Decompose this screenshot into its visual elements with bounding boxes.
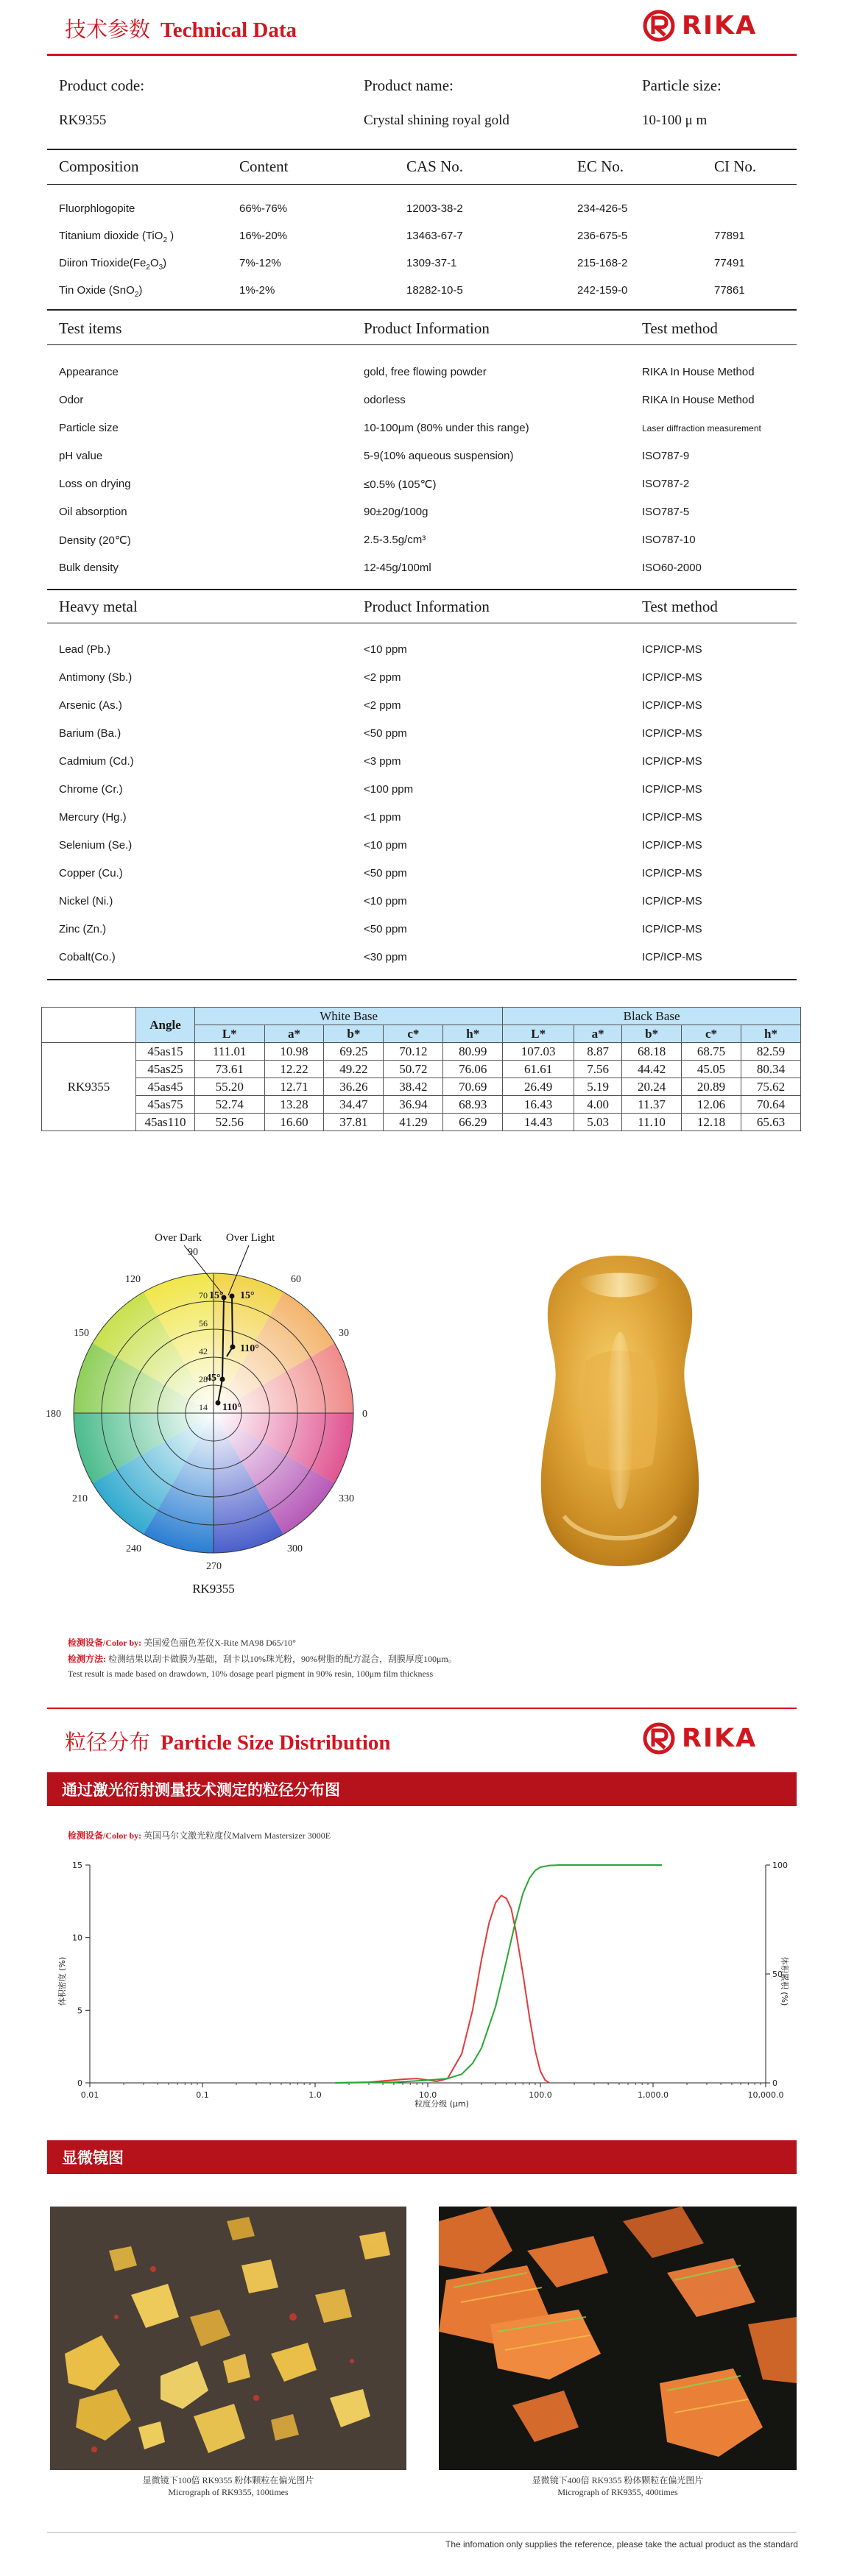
micrograph-100x-caption (50, 2474, 406, 2498)
angle-label: 60 (291, 1274, 301, 1285)
color-method-note: 检测方法: 检测结果以刮卡做膜为基础，刮卡以10%珠光粉，90%树脂的配方混合，刮膜厚度100μm。 (68, 1654, 457, 1664)
over-dark-label: Over Dark (155, 1232, 202, 1244)
value-cell: 20.24 (622, 1078, 682, 1096)
metal-method: ICP/ICP-MS (642, 643, 702, 656)
radial-label: 42 (199, 1346, 208, 1356)
data-point (230, 1345, 236, 1350)
psd-title (65, 1726, 391, 1756)
metal-method: ICP/ICP-MS (642, 867, 702, 880)
radial-label: 70 (199, 1290, 208, 1301)
metal-limit: <100 ppm (364, 783, 414, 796)
y2-tick-label: 0 (772, 2078, 777, 2088)
rika-logo-text: RIKA (682, 1724, 758, 1753)
test-method: ISO787-5 (642, 506, 690, 518)
test-info: 10-100μm (80% under this range) (364, 422, 529, 434)
heavy-metal-method-header: Test method (642, 598, 718, 615)
metal-name: Zinc (Zn.) (59, 923, 107, 935)
value-cell: 10.98 (264, 1043, 324, 1061)
metal-name: Nickel (Ni.) (59, 895, 113, 907)
psd-banner: 通过激光衍射测量技术测定的粒径分布图 (47, 1772, 797, 1806)
rika-logo (642, 1722, 757, 1755)
product-code-label: Product code: (59, 77, 145, 94)
metal-limit: <50 ppm (364, 923, 407, 935)
value-cell: 12.71 (264, 1078, 324, 1096)
value-cell: 16.43 (503, 1096, 574, 1114)
composition-ec: 242-159-0 (577, 284, 628, 297)
value-cell: 52.56 (195, 1114, 265, 1131)
heavy-metal-header: Heavy metal (59, 598, 138, 615)
test-items-top-rule (47, 309, 797, 311)
header-divider (47, 54, 797, 56)
angle-label: 90 (188, 1247, 198, 1258)
angle-label: 270 (206, 1561, 222, 1572)
psd-series (335, 1865, 662, 2083)
composition-ec: 236-675-5 (577, 230, 628, 242)
data-point (216, 1401, 221, 1406)
composition-content: 7%-12% (239, 257, 281, 269)
value-cell: 12.22 (264, 1061, 324, 1078)
composition-name: Diiron $Trioxide(Fe_2O_3)$ (59, 257, 167, 272)
x-tick-label: 0.01 (80, 2090, 99, 2100)
psd-ticks (72, 1861, 788, 2100)
data-point (230, 1294, 235, 1299)
value-cell: 26.49 (503, 1078, 574, 1096)
product-name-label: Product name: (364, 77, 454, 94)
composition-header-rule (47, 184, 797, 185)
value-cell: 80.34 (741, 1061, 801, 1078)
angle-label: 150 (74, 1328, 89, 1339)
col-header: c* (682, 1025, 741, 1043)
metal-name: Barium (Ba.) (59, 727, 121, 740)
value-cell: 65.63 (741, 1114, 801, 1131)
col-header: h* (443, 1025, 503, 1043)
caption-en: Micrograph of RK9355, 100times (168, 2487, 289, 2497)
test-info: ≤0.5% (105℃) (364, 478, 437, 491)
tech-data-title-en: Technical Data (161, 18, 297, 42)
value-cell: 69.25 (324, 1043, 384, 1061)
angle-cell: 45as75 (136, 1096, 195, 1114)
test-items-header-rule (47, 344, 797, 345)
metal-limit: <10 ppm (364, 839, 407, 852)
caption-en: Micrograph of RK9355, 400times (557, 2487, 678, 2497)
y-axis-label: 体积密度 (%) (57, 1956, 67, 2006)
footer-rule (47, 2532, 797, 2533)
gold-car-sample (535, 1251, 705, 1569)
value-cell: 12.18 (682, 1114, 741, 1131)
microscopy-banner: 显微镜图 (47, 2140, 797, 2174)
composition-ec: 234-426-5 (577, 202, 628, 215)
metal-name: Cadmium (Cd.) (59, 755, 134, 768)
value-cell: 11.10 (622, 1114, 682, 1131)
y-tick-label: 5 (77, 2006, 82, 2016)
product-name: Crystal shining royal gold (364, 113, 509, 128)
value-cell: 75.62 (741, 1078, 801, 1096)
col-header: a* (264, 1025, 324, 1043)
value-cell: 5.03 (574, 1114, 622, 1131)
test-info: 2.5-3.5g/cm³ (364, 534, 426, 546)
white-base-header: White Base (195, 1008, 503, 1025)
test-method: ISO787-9 (642, 450, 690, 462)
metal-name: Mercury (Hg.) (59, 811, 127, 824)
point-label: 15° (240, 1290, 255, 1301)
table-row (42, 1096, 801, 1114)
rika-logo (642, 9, 757, 43)
angle-label: 120 (125, 1274, 141, 1285)
metal-method: ICP/ICP-MS (642, 923, 702, 935)
angle-label: 300 (287, 1543, 303, 1554)
angle-label: 0 (362, 1409, 367, 1420)
ec-header: EC No. (577, 158, 624, 175)
composition-content: 16%-20% (239, 230, 288, 242)
caption-zh: 显微镜下100倍 RK9355 粉体颗粒在偏光图片 (142, 2475, 314, 2485)
value-cell: 4.00 (574, 1096, 622, 1114)
metal-limit: <30 ppm (364, 951, 407, 963)
test-items-header: Test items (59, 319, 122, 337)
metal-limit: <10 ppm (364, 895, 407, 907)
value-cell: 38.42 (384, 1078, 443, 1096)
color-method-note-en: Test result is made based on drawdown, 10% dosage pearl pigment in 90% resin, 100μm film thickness (68, 1669, 434, 1679)
test-item: Loss on drying (59, 478, 131, 490)
y-tick-label: 10 (72, 1933, 82, 1943)
particle-size-value: 10-100 μ m (642, 113, 708, 128)
metal-method: ICP/ICP-MS (642, 895, 702, 907)
rika-logo-icon (642, 1722, 676, 1755)
content-header: Content (239, 158, 289, 175)
value-cell: 50.72 (384, 1061, 443, 1078)
metal-limit: <2 ppm (364, 671, 401, 684)
composition-ci: 77891 (714, 230, 745, 242)
value-cell: 7.56 (574, 1061, 622, 1078)
metal-method: ICP/ICP-MS (642, 811, 702, 824)
value-cell: 11.37 (622, 1096, 682, 1114)
metal-method: ICP/ICP-MS (642, 839, 702, 852)
angle-cell: 45as25 (136, 1061, 195, 1078)
x-tick-label: 1,000.0 (638, 2090, 669, 2100)
heavy-metal-bottom-rule (47, 979, 797, 980)
composition-cas: 18282-10-5 (406, 284, 463, 297)
product-code: RK9355 (59, 113, 107, 128)
metal-method: ICP/ICP-MS (642, 783, 702, 796)
col-header: h* (741, 1025, 801, 1043)
rika-logo-icon (642, 9, 676, 43)
composition-name: Titanium dioxide (TiO$_2$ ) (59, 230, 174, 244)
y2-tick-label: 50 (772, 1970, 783, 1979)
density-curve (335, 1895, 549, 2083)
radial-label: 28 (199, 1374, 208, 1384)
value-cell: 20.89 (682, 1078, 741, 1096)
col-header: a* (574, 1025, 622, 1043)
value-cell: 12.06 (682, 1096, 741, 1114)
x-tick-label: 10,000.0 (747, 2090, 784, 2100)
cas-header: CAS No. (406, 158, 464, 175)
value-cell: 16.60 (264, 1114, 324, 1131)
rika-logo-text: RIKA (682, 11, 758, 40)
value-cell: 73.61 (195, 1061, 265, 1078)
value-cell: 49.22 (324, 1061, 384, 1078)
tech-data-title (65, 13, 297, 43)
composition-content: 1%-2% (239, 284, 275, 297)
test-item: pH value (59, 450, 103, 462)
value-cell: 37.81 (324, 1114, 384, 1131)
metal-name: Copper (Cu.) (59, 867, 123, 880)
composition-cas: 13463-67-7 (406, 230, 463, 242)
test-method: RIKA In House Method (642, 394, 755, 406)
composition-name: Fluorphlogopite (59, 202, 135, 215)
test-method: Laser diffraction measurement (642, 423, 761, 434)
value-cell: 80.99 (443, 1043, 503, 1061)
caption-zh: 显微镜下400倍 RK9355 粉体颗粒在偏光图片 (532, 2475, 704, 2485)
value-cell: 36.94 (384, 1096, 443, 1114)
metal-method: ICP/ICP-MS (642, 755, 702, 768)
micrograph-400x-caption (439, 2474, 797, 2498)
col-header: L* (195, 1025, 265, 1043)
color-wheel-diagram (29, 1207, 398, 1619)
test-item: Appearance (59, 366, 119, 378)
test-info: 5-9(10% aqueous suspension) (364, 450, 514, 462)
metal-method: ICP/ICP-MS (642, 671, 702, 684)
tech-data-title-zh: 技术参数 (65, 18, 151, 42)
composition-cas: 1309-37-1 (406, 257, 457, 269)
product-cell: RK9355 (42, 1043, 136, 1131)
value-cell: 82.59 (741, 1043, 801, 1061)
metal-method: ICP/ICP-MS (642, 951, 702, 963)
section-divider (47, 1708, 797, 1709)
x-tick-label: 1.0 (308, 2090, 322, 2100)
y-tick-label: 0 (77, 2078, 82, 2088)
particle-size-label: Particle size: (642, 77, 722, 94)
psd-axes (90, 1865, 766, 2083)
test-method: ISO60-2000 (642, 562, 702, 574)
angle-label: 330 (339, 1493, 354, 1504)
value-cell: 52.74 (195, 1096, 265, 1114)
radial-label: 14 (199, 1402, 208, 1412)
table-row (42, 1061, 801, 1078)
color-device-note: 检测设备/Color by: 美国爱色丽色差仪X-Rite MA98 D65/10° (68, 1638, 296, 1648)
composition-content: 66%-76% (239, 202, 288, 215)
y2-axis-label: 体积累积 (%) (780, 1956, 789, 2006)
test-item: Density (20℃) (59, 534, 131, 547)
point-label: 15° (209, 1290, 224, 1301)
micrograph-400x (439, 2207, 797, 2470)
angle-label: 180 (46, 1409, 61, 1420)
y2-tick-label: 100 (772, 1861, 788, 1870)
x-tick-label: 10.0 (418, 2090, 437, 2100)
value-cell: 70.12 (384, 1043, 443, 1061)
color-values-table (41, 1007, 801, 1131)
test-method-header: Test method (642, 319, 718, 337)
metal-limit: <50 ppm (364, 867, 407, 880)
footer-note: The infomation only supplies the reference, please take the actual product as the standard (445, 2539, 798, 2550)
wheel-caption: RK9355 (192, 1582, 235, 1596)
value-cell: 68.93 (443, 1096, 503, 1114)
test-item: Oil absorption (59, 506, 127, 518)
angle-label: 210 (72, 1493, 88, 1504)
angle-cell: 45as110 (136, 1114, 195, 1131)
point-label: 110° (240, 1343, 259, 1354)
metal-name: Selenium (Se.) (59, 839, 133, 852)
angle-cell: 45as45 (136, 1078, 195, 1096)
test-info: gold, free flowing powder (364, 366, 487, 378)
table-row (42, 1114, 801, 1131)
value-cell: 70.69 (443, 1078, 503, 1096)
radial-label: 56 (199, 1318, 208, 1328)
value-cell: 111.01 (195, 1043, 265, 1061)
col-header: b* (324, 1025, 384, 1043)
value-cell: 45.05 (682, 1061, 741, 1078)
value-cell: 14.43 (503, 1114, 574, 1131)
test-item: Particle size (59, 422, 119, 434)
heavy-metal-top-rule (47, 589, 797, 590)
x-axis-label: 粒度分级 (μm) (415, 2099, 469, 2109)
value-cell: 68.18 (622, 1043, 682, 1061)
test-method: ISO787-2 (642, 478, 690, 490)
psd-device-note: 检测设备/Color by: 英国马尔文激光粒度仪Malvern Mastersizer 3000E (68, 1830, 331, 1841)
micrograph-100x (50, 2207, 406, 2470)
value-cell: 44.42 (622, 1061, 682, 1078)
angle-label: 30 (339, 1328, 349, 1339)
heavy-metal-info-header: Product Information (364, 598, 490, 615)
value-cell: 8.87 (574, 1043, 622, 1061)
y-tick-label: 15 (72, 1861, 82, 1870)
metal-limit: <1 ppm (364, 811, 401, 824)
test-item: Odor (59, 394, 84, 406)
ci-header: CI No. (714, 158, 757, 175)
psd-chart (29, 1849, 810, 2114)
value-cell: 70.64 (741, 1096, 801, 1114)
composition-header: Composition (59, 158, 139, 175)
product-information-header: Product Information (364, 319, 490, 337)
metal-name: Chrome (Cr.) (59, 783, 123, 796)
test-method: RIKA In House Method (642, 366, 755, 378)
metal-name: Cobalt(Co.) (59, 951, 116, 963)
angle-cell: 45as15 (136, 1043, 195, 1061)
col-header: L* (503, 1025, 574, 1043)
black-base-header: Black Base (503, 1008, 801, 1025)
value-cell: 13.28 (264, 1096, 324, 1114)
metal-limit: <2 ppm (364, 699, 401, 712)
test-info: odorless (364, 394, 406, 406)
col-header: b* (622, 1025, 682, 1043)
value-cell: 61.61 (503, 1061, 574, 1078)
angle-header: Angle (136, 1008, 195, 1043)
point-label: 45° (206, 1373, 221, 1384)
test-info: 90±20g/100g (364, 506, 428, 518)
test-item: Bulk density (59, 562, 119, 574)
test-method: ISO787-10 (642, 534, 696, 546)
composition-ci: 77861 (714, 284, 745, 297)
x-tick-label: 100.0 (529, 2090, 552, 2100)
psd-title-en: Particle Size Distribution (161, 1731, 391, 1755)
metal-method: ICP/ICP-MS (642, 727, 702, 740)
value-cell: 68.75 (682, 1043, 741, 1061)
composition-ci: 77491 (714, 257, 745, 269)
table-corner (42, 1008, 136, 1043)
table-row (42, 1078, 801, 1096)
angle-label: 240 (126, 1543, 141, 1554)
value-cell: 41.29 (384, 1114, 443, 1131)
value-cell: 107.03 (503, 1043, 574, 1061)
composition-name: Tin Oxide (SnO$_2$) (59, 284, 143, 299)
metal-method: ICP/ICP-MS (642, 699, 702, 712)
value-cell: 76.06 (443, 1061, 503, 1078)
table-row (42, 1043, 801, 1061)
x-tick-label: 0.1 (196, 2090, 209, 2100)
metal-limit: <50 ppm (364, 727, 407, 740)
value-cell: 5.19 (574, 1078, 622, 1096)
metal-limit: <10 ppm (364, 643, 407, 656)
composition-top-rule (47, 149, 797, 150)
composition-cas: 12003-38-2 (406, 202, 463, 215)
metal-name: Arsenic (As.) (59, 699, 122, 712)
metal-limit: <3 ppm (364, 755, 401, 768)
value-cell: 66.29 (443, 1114, 503, 1131)
test-info: 12-45g/100ml (364, 562, 431, 574)
metal-name: Antimony (Sb.) (59, 671, 133, 684)
point-label: 110° (222, 1402, 241, 1413)
value-cell: 36.26 (324, 1078, 384, 1096)
metal-name: Lead (Pb.) (59, 643, 111, 656)
psd-title-zh: 粒径分布 (65, 1731, 151, 1755)
value-cell: 55.20 (195, 1078, 265, 1096)
composition-ec: 215-168-2 (577, 257, 628, 269)
over-light-label: Over Light (225, 1232, 275, 1244)
value-cell: 34.47 (324, 1096, 384, 1114)
cumulative-curve (335, 1865, 662, 2083)
col-header: c* (384, 1025, 443, 1043)
